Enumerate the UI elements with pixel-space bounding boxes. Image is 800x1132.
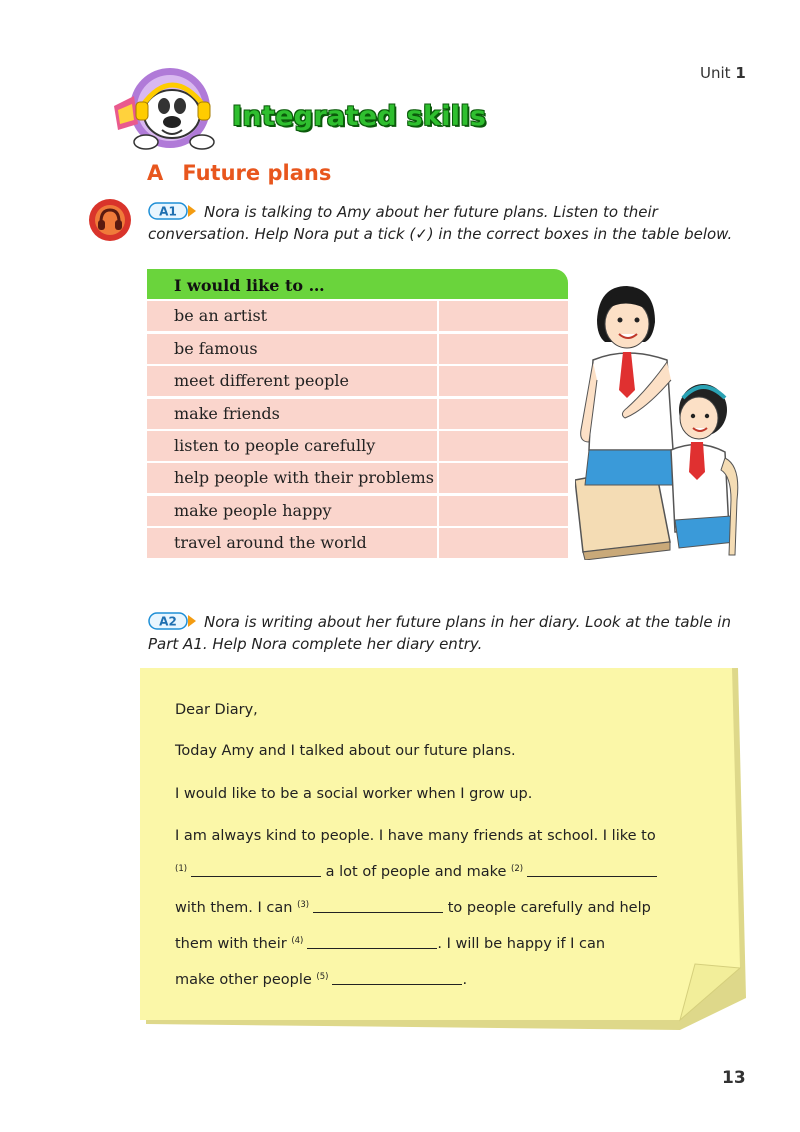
diary-line-4 [175, 864, 657, 880]
table-row-label: meet different people [147, 366, 437, 396]
section-title: Integrated skills [232, 101, 487, 132]
page-number: 13 [722, 1068, 746, 1088]
table-row-label: listen to people carefully [147, 431, 437, 461]
table-row [147, 334, 568, 364]
blank-4[interactable] [307, 936, 437, 949]
diary-text-fragment: . [462, 972, 468, 988]
a2-tag-label: A2 [159, 614, 177, 629]
table-row-label: make people happy [147, 496, 437, 526]
blank-number: (1) [175, 864, 188, 874]
part-a-title: Future plans [182, 161, 332, 185]
table-row [147, 399, 568, 429]
diary-line-2: I would like to be a social worker when I grow up. [175, 786, 533, 802]
tick-box[interactable] [439, 366, 568, 396]
table-row [147, 496, 568, 526]
tick-box[interactable] [439, 431, 568, 461]
blank-number: (5) [316, 972, 329, 982]
blank-5[interactable] [332, 972, 462, 985]
diary-line-3: I am always kind to people. I have many friends at school. I like to [175, 828, 656, 844]
unit-label [700, 64, 746, 82]
unit-number: 1 [735, 64, 746, 82]
table-row [147, 301, 568, 331]
part-a-heading [147, 161, 331, 185]
table-row-label: help people with their problems [147, 463, 437, 493]
diary-greeting: Dear Diary, [175, 702, 258, 718]
tick-box[interactable] [439, 463, 568, 493]
table-row [147, 463, 568, 493]
diary-text-fragment: with them. I can [175, 900, 293, 916]
table-header: I would like to … [147, 269, 568, 299]
unit-word: Unit [700, 64, 731, 82]
tick-box[interactable] [439, 528, 568, 558]
diary-line-5 [175, 900, 651, 916]
a2-tag-icon [148, 612, 198, 630]
blank-number: (3) [297, 900, 310, 910]
a1-tag-icon [148, 202, 198, 220]
table-row-label: be famous [147, 334, 437, 364]
blank-number: (4) [291, 936, 304, 946]
a2-instruction-block [148, 611, 738, 655]
diary-text-fragment: them with their [175, 936, 287, 952]
dog-with-headphones-icon [112, 66, 240, 152]
diary-text-fragment: a lot of people and make [325, 864, 507, 880]
diary-text-fragment: make other people [175, 972, 312, 988]
blank-number: (2) [511, 864, 524, 874]
table-row [147, 366, 568, 396]
diary-text-fragment: . I will be happy if I can [437, 936, 606, 952]
future-plans-table [147, 269, 568, 558]
table-row [147, 431, 568, 461]
tick-box[interactable] [439, 496, 568, 526]
audio-cd-icon [88, 198, 132, 242]
table-row-label: be an artist [147, 301, 437, 331]
blank-2[interactable] [527, 864, 657, 877]
a1-instruction-block [148, 201, 738, 245]
table-row-label: make friends [147, 399, 437, 429]
a1-instruction: Nora is talking to Amy about her future plans. Listen to their conversation. Help Nora put a tick (✓) in the correct boxes in the table below. [148, 203, 733, 243]
a2-instruction: Nora is writing about her future plans in her diary. Look at the table in Part A1. Help Nora complete her diary entry. [148, 613, 731, 653]
blank-3[interactable] [313, 900, 443, 913]
tick-box[interactable] [439, 399, 568, 429]
table-row [147, 528, 568, 558]
two-girls-illustration [575, 280, 740, 560]
table-row-label: travel around the world [147, 528, 437, 558]
part-a-letter: A [147, 161, 164, 185]
diary-text-fragment: to people carefully and help [447, 900, 651, 916]
blank-1[interactable] [191, 864, 321, 877]
diary-line-7 [175, 972, 467, 988]
a1-tag-label: A1 [159, 204, 177, 219]
diary-line-1: Today Amy and I talked about our future plans. [175, 743, 516, 759]
tick-box[interactable] [439, 334, 568, 364]
diary-line-6 [175, 936, 605, 952]
tick-box[interactable] [439, 301, 568, 331]
